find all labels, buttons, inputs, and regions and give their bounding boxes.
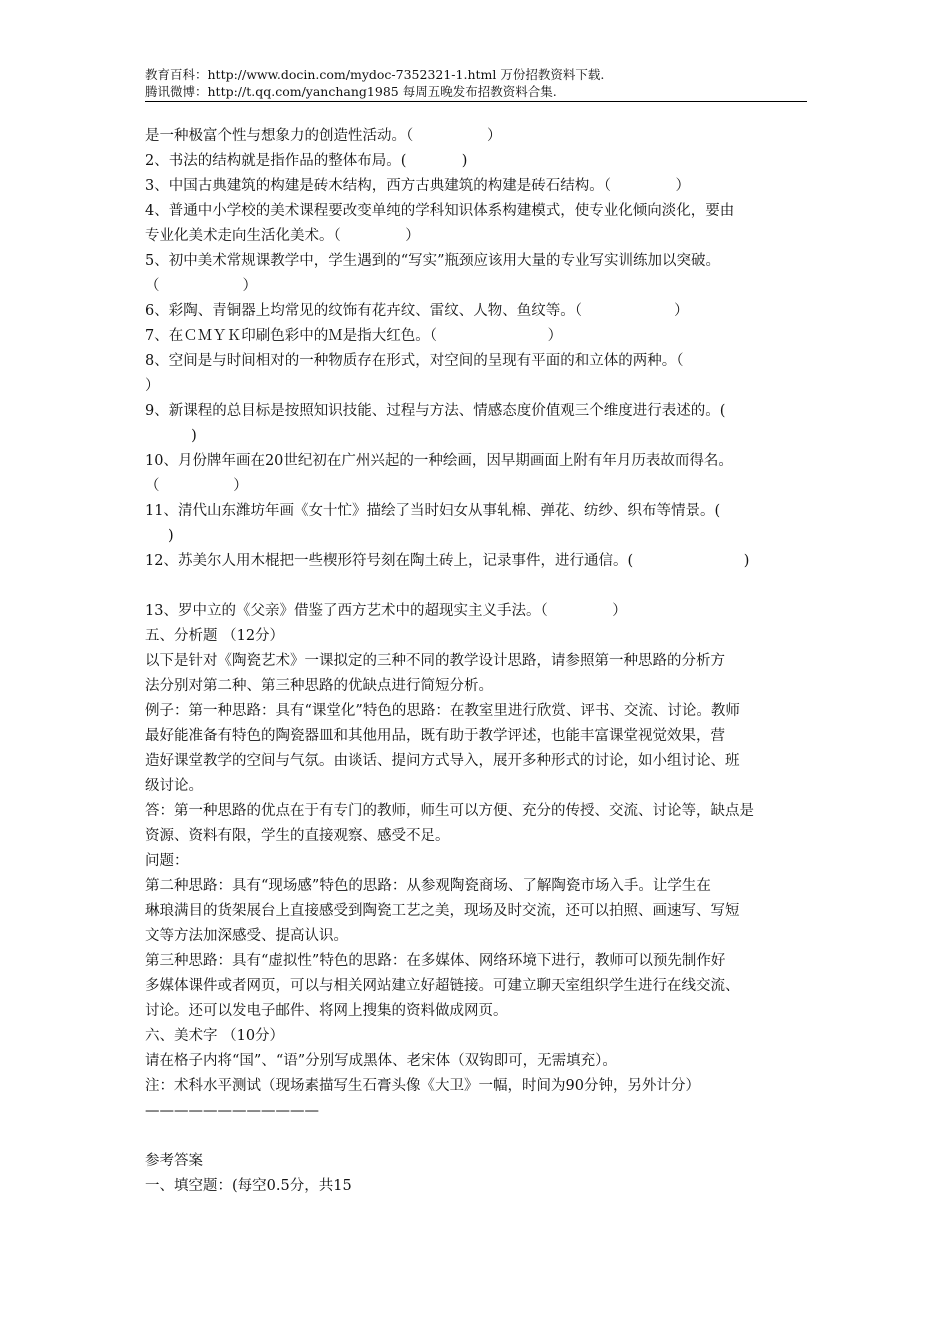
text-line: 10、月份牌年画在20世纪初在广州兴起的一种绘画，因早期画面上附有年月历表故而得名。 xyxy=(145,453,733,469)
section-heading-analysis: 五、分析题 （12分） xyxy=(145,628,285,644)
answers-heading: 参考答案 xyxy=(145,1153,203,1169)
text-line: 13、罗中立的《父亲》借鉴了西方艺术中的超现实主义手法。（ ） xyxy=(145,603,627,619)
text-line: （ ） xyxy=(145,478,248,494)
header-line-weibo: 腾讯微博：http://t.qq.com/yanchang1985 每周五晚发布招教资料合集. xyxy=(145,84,557,99)
text-line: 多媒体课件或者网页，可以与相关网站建立好超链接。可建立聊天室组织学生进行在线交流、 xyxy=(145,978,740,994)
text-line: 9、新课程的总目标是按照知识技能、过程与方法、情感态度价值观三个维度进行表述的。( xyxy=(145,403,726,419)
text-line: 请在格子内将“国”、“语”分别写成黑体、老宋体（双钩即可，无需填充）。 xyxy=(145,1053,617,1069)
text-line: 注：术科水平测试（现场素描写生石膏头像《大卫》一幅，时间为90分钟，另外计分） xyxy=(145,1078,700,1094)
text-line: 例子：第一种思路：具有“课堂化”特色的思路：在教室里进行欣赏、评书、交流、讨论。教师 xyxy=(145,703,740,719)
header-divider xyxy=(145,101,807,102)
text-line: 琳琅满目的货架展台上直接感受到陶瓷工艺之美，现场及时交流，还可以拍照、画速写、写短 xyxy=(145,903,740,919)
text-line: 文等方法加深感受、提高认识。 xyxy=(145,928,348,944)
header-line-docin: 教育百科：http://www.docin.com/mydoc-7352321-1.html 万份招教资料下载. xyxy=(145,67,605,82)
text-line: 5、初中美术常规课教学中，学生遇到的“写实”瓶颈应该用大量的专业写实训练加以突破。 xyxy=(145,253,721,269)
text-line: 7、在ＣＭＹＫ印刷色彩中的Ｍ是指大红色。（ ） xyxy=(145,328,563,344)
text-line: 4、普通中小学校的美术课程要改变单纯的学科知识体系构建模式，使专业化倾向淡化，要由 xyxy=(145,203,735,219)
text-line: 6、彩陶、青铜器上均常见的纹饰有花卉纹、雷纹、人物、鱼纹等。（ ） xyxy=(145,303,689,319)
text-line: 是一种极富个性与想象力的创造性活动。（ ） xyxy=(145,128,502,144)
text-line: 第三种思路：具有“虚拟性”特色的思路：在多媒体、网络环境下进行，教师可以预先制作好 xyxy=(145,953,726,969)
text-line: 级讨论。 xyxy=(145,778,203,794)
document-body xyxy=(145,124,815,1199)
blank-line xyxy=(145,1124,815,1149)
text-line: 法分别对第二种、第三种思路的优缺点进行简短分析。 xyxy=(145,678,493,694)
text-line: 第二种思路：具有“现场感”特色的思路：从参观陶瓷商场、了解陶瓷市场入手。让学生在 xyxy=(145,878,711,894)
text-line: 造好课堂教学的空间与气氛。由谈话、提问方式导入，展开多种形式的讨论，如小组讨论、班 xyxy=(145,753,740,769)
text-line: 8、空间是与时间相对的一种物质存在形式，对空间的呈现有平面的和立体的两种。（ xyxy=(145,353,684,369)
text-line: 一、填空题：(每空0.5分，共15 xyxy=(145,1178,352,1194)
text-line: ） xyxy=(145,378,160,394)
text-line: 最好能准备有特色的陶瓷器皿和其他用品，既有助于教学评述，也能丰富课堂视觉效果，营 xyxy=(145,728,725,744)
section-heading-lettering: 六、美术字 （10分） xyxy=(145,1028,285,1044)
text-line: 3、中国古典建筑的构建是砖木结构，西方古典建筑的构建是砖石结构。（ ） xyxy=(145,178,691,194)
text-line: 2、书法的结构就是指作品的整体布局。( ) xyxy=(145,153,468,169)
blank-line xyxy=(145,574,815,599)
text-line: 问题： xyxy=(145,853,189,869)
text-line: 11、清代山东潍坊年画《女十忙》描绘了当时妇女从事轧棉、弹花、纺纱、织布等情景。( xyxy=(145,503,721,519)
text-line: 12、苏美尔人用木棍把一些楔形符号刻在陶土砖上，记录事件，进行通信。( ) xyxy=(145,553,750,569)
text-line: 资源、资料有限，学生的直接观察、感受不足。 xyxy=(145,828,450,844)
page-header xyxy=(145,66,807,100)
text-line: ) xyxy=(145,428,197,444)
text-line: （ ） xyxy=(145,278,257,294)
separator-dashes: ———————————— xyxy=(145,1103,319,1119)
text-line: 答：第一种思路的优点在于有专门的教师，师生可以方便、充分的传授、交流、讨论等，缺点是 xyxy=(145,803,754,819)
text-line: 以下是针对《陶瓷艺术》一课拟定的三种不同的教学设计思路，请参照第一种思路的分析方 xyxy=(145,653,725,669)
text-line: 讨论。还可以发电子邮件、将网上搜集的资料做成网页。 xyxy=(145,1003,508,1019)
text-line: 专业化美术走向生活化美术。（ ） xyxy=(145,228,420,244)
text-line: ) xyxy=(145,528,174,544)
